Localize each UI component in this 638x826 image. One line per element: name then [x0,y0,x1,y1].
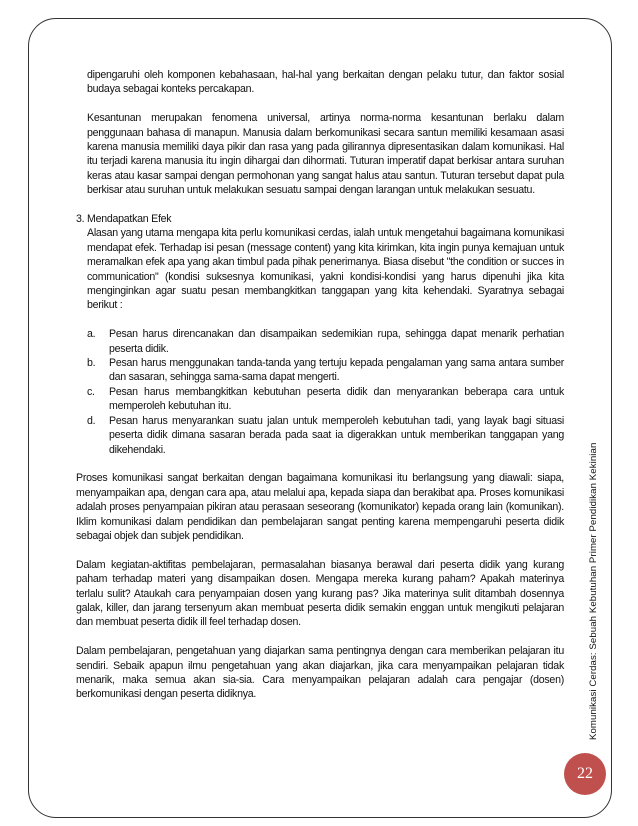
paragraph-kegiatan-pembelajaran: Dalam kegiatan-aktifitas pembelajaran, permasalahan biasanya berawal dari peserta didik yang kurang paham terhadap materi yang disampaikan dosen. Mengapa mereka kurang paham? Apakah materinya terlalu sulit? Ataukah cara penyampaian dosen yang kurang pas? Jika materinya sulit ditambah dosennya galak, killer, dan jarang tersenyum akan membuat peserta didik semakin enggan untuk mengikuti pelajaran dan membuat peserta didik ill feel terhadap dosen. [76,558,564,629]
list-letter: a. [87,328,96,341]
page-number-badge: 22 [564,753,606,795]
list-text: Pesan harus menyarankan suatu jalan untuk memperoleh kebutuhan tadi, yang layak bagi situasi peserta didik dimana sasaran berada pada saat ia digerakkan untuk memberikan tanggapan yang dikehendaki. [109,414,564,456]
list-item [87,356,564,385]
requirements-list [87,327,564,457]
list-text: Pesan harus membangkitkan kebutuhan peserta didik dan menyarankan beberapa cara untuk memperoleh kebutuhan itu. [109,385,564,413]
list-letter: b. [87,357,96,370]
running-title: Komunikasi Cerdas: Sebuah Kebutuhan Primer Pendidikan Kekinian [588,442,599,740]
section-number: 3. [76,213,85,226]
paragraph-proses-komunikasi: Proses komunikasi sangat berkaitan dengan bagaimana komunikasi itu berlangsung yang diawali: siapa, menyampaikan apa, dengan cara apa, atau melalui apa, kepada siapa dan berakibat apa. Proses komunikasi adalah proses penyampaian pikiran atau perasaan seseorang (komunikator) kepada orang lain (komunikan). Iklim komunikasi dalam pendidikan dan pembelajaran sangat penting karena mempengaruhi peserta didik sebagai objek dan subjek pendidikan. [76,472,564,542]
list-item [87,327,564,356]
list-text: Pesan harus direncanakan dan disampaikan sedemikian rupa, sehingga dapat menarik perhatian peserta didik. [109,328,564,355]
list-text: Pesan harus menggunakan tanda-tanda yang tertuju kepada pengalaman yang sama antara sumber dan sasaran, sehingga sama-sama dapat mengerti. [109,357,564,384]
paragraph-kesantunan: Kesantunan merupakan fenomena universal, artinya norma-norma kesantunan berlaku dalam penggunaan bahasa di manapun. Manusia dalam berkomunikasi secara santun memiliki kesamaan asasi karena manusia memiliki daya pikir dan rasa yang pada gilirannya dipresentasikan dalam komunikasi. Hal itu terjadi karena manusia itu ingin dihargai dan dihormati. Tuturan imperatif dapat berkisar antara suruhan keras atau kasar sampai dengan permohonan yang sangat halus atau santun. Tuturan tersebut dapat pula berkisar atau suruhan untuk melakukan sesuatu sampai dengan larangan untuk melakukan sesuatu. [87,112,564,197]
section-title: Mendapatkan Efek [87,213,172,226]
list-item [87,414,564,457]
section-body: Alasan yang utama mengapa kita perlu komunikasi cerdas, ialah untuk mengetahui bagaimana komunikasi mendapat efek. Terhadap isi pesan (message content) yang kita kirimkan, kita ingin punya kemajuan untuk meramalkan efek apa yang akan timbul pada pihak penerimanya. Biasa disebut "the condition or succes in communication" (kondisi suksesnya komunikasi, yakni kondisi-kondisi yang harus dipenuhi jika kita menginginkan agar suatu pesan membangkitkan tanggapan yang kita kehendaki. Syaratnya sebagai berikut : [87,227,564,312]
list-letter: d. [87,414,96,427]
page-body [76,68,564,716]
paragraph-pembelajaran: Dalam pembelajaran, pengetahuan yang diajarkan sama pentingnya dengan cara memberikan pelajaran itu sendiri. Sebaik apapun ilmu pengetahuan yang akan diajarkan, jika cara menyampaikan pelajaran tidak menarik, maka semua akan sia-sia. Cara menyampaikan pelajaran adalah cara pengajar (dosen) berkomunikasi dengan peserta didiknya. [76,645,564,701]
list-letter: c. [87,385,95,398]
list-item [87,385,564,414]
section-heading [76,212,564,226]
paragraph-continuation: dipengaruhi oleh komponen kebahasaan, hal-hal yang berkaitan dengan pelaku tutur, dan faktor sosial budaya sebagai konteks percakapan. [87,69,564,96]
